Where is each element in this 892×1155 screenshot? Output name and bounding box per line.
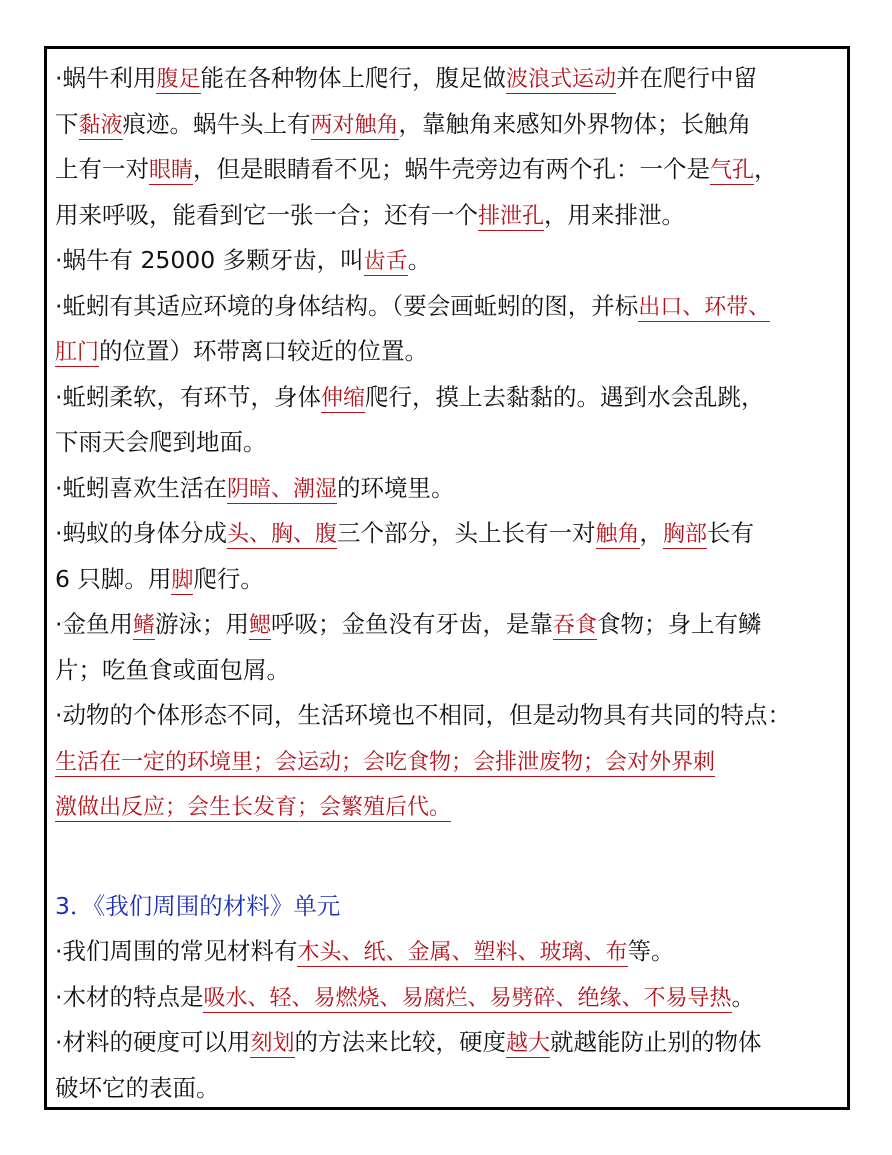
note-line xyxy=(55,420,843,466)
answer-blank: 鳃 xyxy=(249,613,272,638)
answer-blank: 波浪式运动 xyxy=(506,67,617,92)
answer-blank: 头、胸、腹 xyxy=(226,522,337,547)
note-line xyxy=(55,238,843,284)
answer-blank: 脚 xyxy=(171,567,194,593)
note-line xyxy=(55,329,843,375)
note-text: ，但是眼睛看不见；蜗牛壳旁边有两个孔：一个是 xyxy=(193,155,711,183)
note-text: 的方法来比较，硬度 xyxy=(294,1028,506,1056)
notes-content xyxy=(55,56,843,1111)
note-line xyxy=(55,284,843,330)
note-line xyxy=(55,557,843,603)
answer-blank: 齿舌 xyxy=(363,249,408,274)
note-text: ，用来排泄。 xyxy=(544,200,686,229)
note-text: ·我们周围的常见材料有 xyxy=(55,937,298,965)
note-text: ·材料的硬度可以用 xyxy=(55,1028,251,1056)
answer-blank: 木头、纸、金属、塑料、玻璃、布 xyxy=(297,940,628,965)
note-text: ，靠触角来感知外界物体；长触角 xyxy=(398,109,752,138)
note-text: 并在爬行中留 xyxy=(616,64,758,92)
note-text: 下 xyxy=(55,109,79,138)
note-line xyxy=(55,693,843,739)
note-text: 爬行。 xyxy=(193,564,264,593)
note-text: 片；吃鱼食或面包屑。 xyxy=(55,655,290,684)
answer-blank: 胸部 xyxy=(663,522,708,547)
note-text: 就越能防止别的物体 xyxy=(550,1028,762,1056)
note-text: 食物；身上有鳞 xyxy=(597,610,762,638)
note-text: 上有一对 xyxy=(55,155,149,183)
note-line xyxy=(55,102,843,148)
note-text: ， xyxy=(754,155,778,183)
note-line xyxy=(55,784,843,830)
note-text: ·蚯蚓有其适应环境的身体结构。（要会画蚯蚓的图，并标 xyxy=(55,291,639,320)
note-text: 破坏它的表面。 xyxy=(55,1073,220,1102)
answer-blank: 两对触角 xyxy=(310,112,399,138)
answer-blank: 鳍 xyxy=(132,613,155,638)
note-text: 6 只脚。用 xyxy=(55,564,172,593)
note-text: 。 xyxy=(407,246,432,274)
answer-blank: 刻划 xyxy=(250,1031,295,1056)
answer-blank: 肛门 xyxy=(55,340,100,365)
section-heading: 3．《我们周围的材料》单元 xyxy=(55,891,341,920)
note-line xyxy=(55,648,843,694)
note-line xyxy=(55,375,843,421)
note-text: ·动物的个体形态不同，生活环境也不相同，但是动物具有共同的特点： xyxy=(55,701,791,729)
note-line xyxy=(55,511,843,557)
note-text: ·蚯蚓喜欢生活在 xyxy=(55,473,227,502)
answer-blank: 激做出反应；会生长发育；会繁殖后代。 xyxy=(55,795,452,820)
note-text: 用来呼吸，能看到它一张一合；还有一个 xyxy=(55,200,478,229)
note-text: ·蜗牛利用 xyxy=(55,64,157,92)
note-text: ·蜗牛有 25000 多颗牙齿，叫 xyxy=(55,246,364,274)
answer-blank: 吞食 xyxy=(553,613,598,638)
note-line xyxy=(55,56,843,102)
answer-blank: 黏液 xyxy=(78,112,123,138)
note-text: 长有 xyxy=(707,519,755,547)
note-text: ·蚯蚓柔软，有环节，身体 xyxy=(55,382,321,411)
note-text: ， xyxy=(639,519,664,547)
answer-blank: 出口、环带、 xyxy=(638,294,771,320)
note-text: ·蚂蚁的身体分成 xyxy=(55,519,227,547)
note-text: ·木材的特点是 xyxy=(55,982,204,1011)
answer-blank: 越大 xyxy=(506,1031,551,1056)
note-line xyxy=(55,929,843,975)
note-text: 能在各种物体上爬行，腹足做 xyxy=(200,64,506,92)
note-text: 游泳；用 xyxy=(155,610,249,638)
note-line xyxy=(55,602,843,648)
answer-blank: 伸缩 xyxy=(320,385,365,411)
note-text: ·金鱼用 xyxy=(55,610,133,638)
answer-blank: 生活在一定的环境里；会运动；会吃食物；会排泄废物；会对外界刺 xyxy=(55,749,716,775)
note-text: 的位置）环带离口较近的位置。 xyxy=(99,337,429,365)
answer-blank: 排泄孔 xyxy=(478,203,545,229)
answer-blank: 触角 xyxy=(595,522,640,547)
note-text: 的环境里。 xyxy=(337,473,455,502)
note-line xyxy=(55,466,843,512)
answer-blank: 吸水、轻、易燃烧、易腐烂、易劈碎、绝缘、不易导热 xyxy=(203,985,732,1011)
note-text: 三个部分，头上长有一对 xyxy=(337,519,596,547)
note-line xyxy=(55,1066,843,1112)
answer-blank: 气孔 xyxy=(710,158,755,183)
answer-blank: 腹足 xyxy=(156,67,201,92)
answer-blank: 阴暗、潮湿 xyxy=(226,476,337,502)
note-line xyxy=(55,739,843,785)
blank-line xyxy=(55,830,843,884)
note-line xyxy=(55,975,843,1021)
note-line xyxy=(55,193,843,239)
note-text: 痕迹。蜗牛头上有 xyxy=(122,109,311,138)
note-text: 等。 xyxy=(627,937,675,965)
note-text: 。 xyxy=(731,982,755,1011)
note-line xyxy=(55,884,843,930)
note-line xyxy=(55,1020,843,1066)
note-line xyxy=(55,147,843,193)
note-text: 呼吸；金鱼没有牙齿，是靠 xyxy=(271,610,554,638)
note-text: 下雨天会爬到地面。 xyxy=(55,428,267,456)
note-text: 爬行，摸上去黏黏的。遇到水会乱跳， xyxy=(365,382,765,411)
answer-blank: 眼睛 xyxy=(149,158,194,183)
page-frame xyxy=(44,46,850,1110)
